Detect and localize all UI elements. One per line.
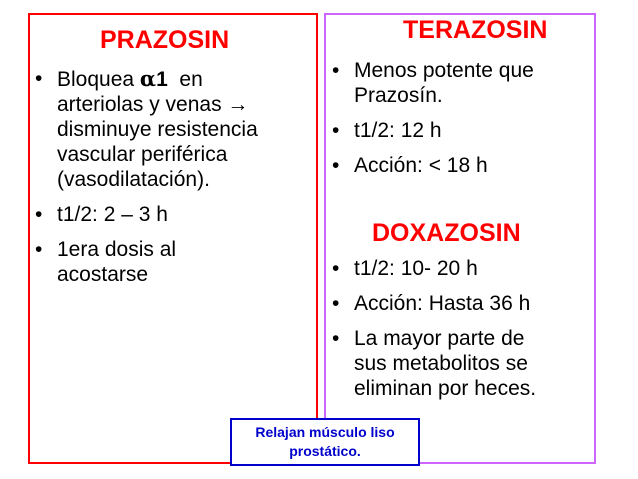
prazosin-bullet-mechanism-line2: arteriolas y venas — [57, 93, 228, 116]
doxazosin-metabolites-line1: La mayor parte de — [354, 327, 525, 350]
doxazosin-metabolites-line3: eliminan por heces. — [354, 377, 537, 400]
prazosin-halflife-text: t1/2: 2 – 3 h — [57, 203, 168, 226]
doxazosin-action-text: Acción: Hasta 36 h — [354, 292, 531, 315]
prazosin-bullet-list — [33, 66, 313, 297]
doxazosin-bullet-metabolites — [330, 326, 592, 401]
prazosin-bullet-first-dose — [33, 237, 313, 287]
prazosin-bullet-halflife — [33, 202, 313, 227]
prazosin-bullet-mechanism-line5: (vasodilatación). — [57, 168, 210, 191]
prazosin-bullet-mechanism-line4: vascular periférica — [57, 143, 228, 166]
doxazosin-halflife-text: t1/2: 10- 20 h — [354, 257, 478, 280]
alpha-symbol: α — [139, 66, 157, 91]
prazosin-first-dose-line1: 1era dosis al — [57, 238, 177, 261]
doxazosin-metabolites-line2: sus metabolitos se — [354, 352, 528, 375]
terazosin-title: TERAZOSIN — [403, 16, 548, 44]
terazosin-potency-line2: Prazosín. — [354, 84, 443, 107]
right-arrow-icon: → — [227, 93, 249, 116]
prazosin-bullet-mechanism-line1-end: en — [167, 68, 203, 91]
prostate-note-line1: Relajan músculo liso — [255, 424, 395, 440]
prazosin-bullet-mechanism — [33, 66, 313, 192]
doxazosin-bullet-list — [330, 256, 592, 411]
terazosin-bullet-list — [330, 58, 592, 188]
terazosin-action-text: Acción: < 18 h — [354, 154, 488, 177]
prazosin-title: PRAZOSIN — [100, 26, 230, 54]
prazosin-bullet-mechanism-pre: Bloquea — [57, 68, 140, 91]
prazosin-first-dose-line2: acostarse — [57, 263, 149, 286]
doxazosin-bullet-action — [330, 291, 592, 316]
prazosin-bullet-mechanism-line3: disminuye resistencia — [57, 118, 258, 141]
prostate-note-box — [230, 418, 420, 466]
terazosin-bullet-halflife — [330, 118, 592, 143]
terazosin-halflife-text: t1/2: 12 h — [354, 119, 442, 142]
alpha-subtype-number: 1 — [156, 68, 168, 91]
doxazosin-title: DOXAZOSIN — [372, 219, 521, 247]
terazosin-potency-line1: Menos potente que — [354, 59, 534, 82]
doxazosin-bullet-halflife — [330, 256, 592, 281]
prostate-note-line2: prostático. — [289, 443, 361, 459]
terazosin-bullet-action — [330, 153, 592, 178]
terazosin-bullet-potency — [330, 58, 592, 108]
